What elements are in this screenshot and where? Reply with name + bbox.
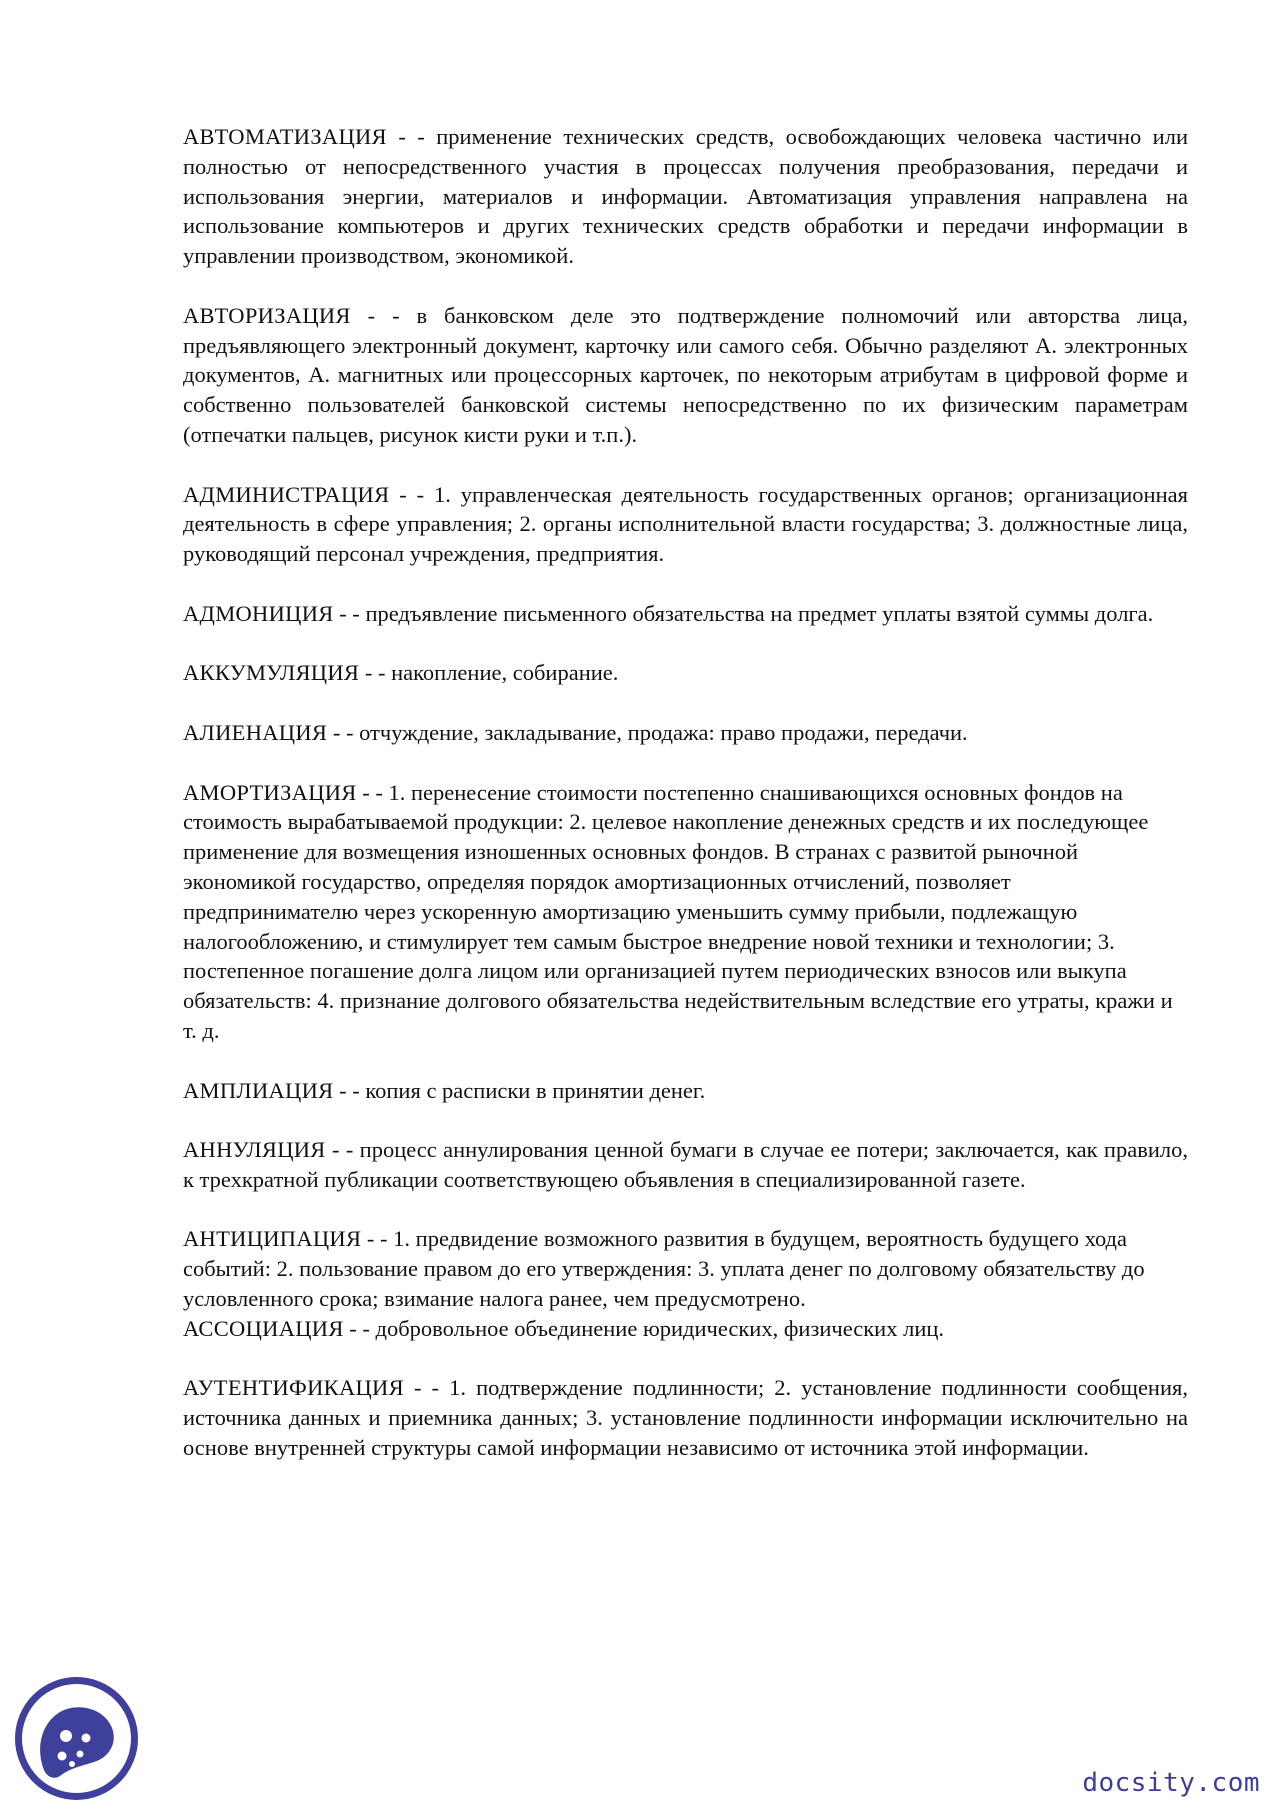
glossary-entry bbox=[183, 658, 1188, 688]
entry-definition: в банковском деле это подтверждение полномочий или авторства лица, предъявляющего электронный документ, карточку или самого себя. Обычно разделяют А. электронных документов, А. магнитных или процессорных карточек, по некоторым атрибутам в цифровой форме и собственно пользователей банковской системы непосредственно по их физическим параметрам (отпечатки пальцев, рисунок кисти руки и т.п.). bbox=[183, 302, 1188, 447]
entry-definition: 1. управленческая деятельность государственных органов; организационная деятельность в сфере управления; 2. органы исполнительной власти государства; 3. должностные лица, руководящий персонал учреждения, предприятия. bbox=[183, 481, 1188, 567]
docsity-logo-icon[interactable] bbox=[14, 1676, 139, 1801]
entry-term: АССОЦИАЦИЯ bbox=[183, 1315, 344, 1341]
entry-term: АЛИЕНАЦИЯ bbox=[183, 719, 328, 745]
glossary-entry bbox=[183, 1076, 1188, 1106]
entry-term: АМОРТИЗАЦИЯ bbox=[183, 779, 357, 805]
glossary-entry bbox=[183, 122, 1188, 271]
entry-definition: копия с расписки в принятии денег. bbox=[365, 1077, 706, 1103]
entry-definition: отчуждение, закладывание, продажа: право продажи, передачи. bbox=[359, 719, 968, 745]
entry-definition: процесс аннулирования ценной бумаги в случае ее потери; заключается, как правило, к трехкратной публикации соответствующею объявления в специализированной газете. bbox=[183, 1137, 1188, 1192]
entry-definition: применение технических средств, освобождающих человека частично или полностью от непосредственного участия в процессах получения преобразования, передачи и использования энергии, материалов и информации. Автоматизация управления направлена на использование компьютеров и других технических средств обработки и передачи информации в управлении производством, экономикой. bbox=[183, 124, 1188, 269]
entry-term: АДМИНИСТРАЦИЯ bbox=[183, 481, 390, 507]
entry-separator: - - bbox=[386, 124, 437, 149]
entry-separator: - - bbox=[327, 719, 360, 745]
entry-definition: 1. подтверждение подлинности; 2. установление подлинности сообщения, источника данных и приемника данных; 3. установление подлинности информации исключительно на основе внутренней структуры самой информации независимо от источника этой информации. bbox=[183, 1375, 1188, 1461]
entry-term: АВТОРИЗАЦИЯ bbox=[183, 302, 351, 328]
glossary-entry bbox=[183, 1224, 1188, 1313]
entry-separator: - - bbox=[389, 481, 435, 507]
glossary-entry bbox=[183, 599, 1188, 629]
entry-separator: - - bbox=[361, 1226, 394, 1252]
glossary-entry bbox=[183, 778, 1188, 1046]
entry-separator: - - bbox=[356, 779, 389, 805]
entry-term: АУТЕНТИФИКАЦИЯ bbox=[183, 1375, 404, 1401]
entry-term: АННУЛЯЦИЯ bbox=[183, 1137, 326, 1163]
entry-definition: 1. перенесение стоимости постепенно снашивающихся основных фондов на стоимость вырабатываемой продукции: 2. целевое накопление денежных средств и их последующее применение для возмещения изношенных основных фондов. В странах с развитой рыночной экономикой государство, определяя порядок амортизационных отчислений, позволяет предпринимателю через ускоренную амортизацию уменьшить сумму прибыли, подлежащую налогообложению, и стимулирует тем самым быстрое внедрение новой техники и технологии; 3. постепенное погашение долга лицом или организацией путем периодических взносов или выкупа обязательств: 4. признание долгового обязательства недействительным вследствие его утраты, кражи и т. д. bbox=[183, 779, 1173, 1043]
entry-term: АНТИЦИПАЦИЯ bbox=[183, 1226, 362, 1252]
entry-separator: - - bbox=[403, 1375, 450, 1401]
glossary-text bbox=[183, 122, 1188, 1493]
entry-term: АМПЛИАЦИЯ bbox=[183, 1077, 334, 1103]
glossary-entry bbox=[183, 1135, 1188, 1195]
glossary-entry bbox=[183, 301, 1188, 450]
glossary-entry bbox=[183, 480, 1188, 569]
entry-separator: - - bbox=[350, 302, 417, 328]
entry-definition: накопление, собирание. bbox=[391, 660, 619, 686]
entry-separator: - - bbox=[325, 1137, 360, 1163]
entry-term: АККУМУЛЯЦИЯ bbox=[183, 660, 360, 686]
entry-term: АВТОМАТИЗАЦИЯ bbox=[183, 124, 387, 149]
entry-definition: добровольное объединение юридических, физических лиц. bbox=[375, 1315, 945, 1341]
entry-term: АДМОНИЦИЯ bbox=[183, 600, 334, 626]
docsity-watermark[interactable]: docsity.com bbox=[1082, 1768, 1260, 1798]
entry-separator: - - bbox=[343, 1315, 376, 1341]
glossary-entry bbox=[183, 718, 1188, 748]
entry-definition: 1. предвидение возможного развития в будущем, вероятность будущего хода событий: 2. пользование правом до его утверждения: 3. уплата денег по долговому обязательству до условленного срока; взимание налога ранее, чем предусмотрено. bbox=[183, 1226, 1145, 1312]
entry-separator: - - bbox=[333, 600, 366, 626]
entry-definition: предъявление письменного обязательства на предмет уплаты взятой суммы долга. bbox=[365, 600, 1154, 626]
entry-separator: - - bbox=[333, 1077, 366, 1103]
entry-separator: - - bbox=[359, 660, 392, 686]
glossary-entry bbox=[183, 1373, 1188, 1462]
glossary-entry bbox=[183, 1314, 1188, 1344]
